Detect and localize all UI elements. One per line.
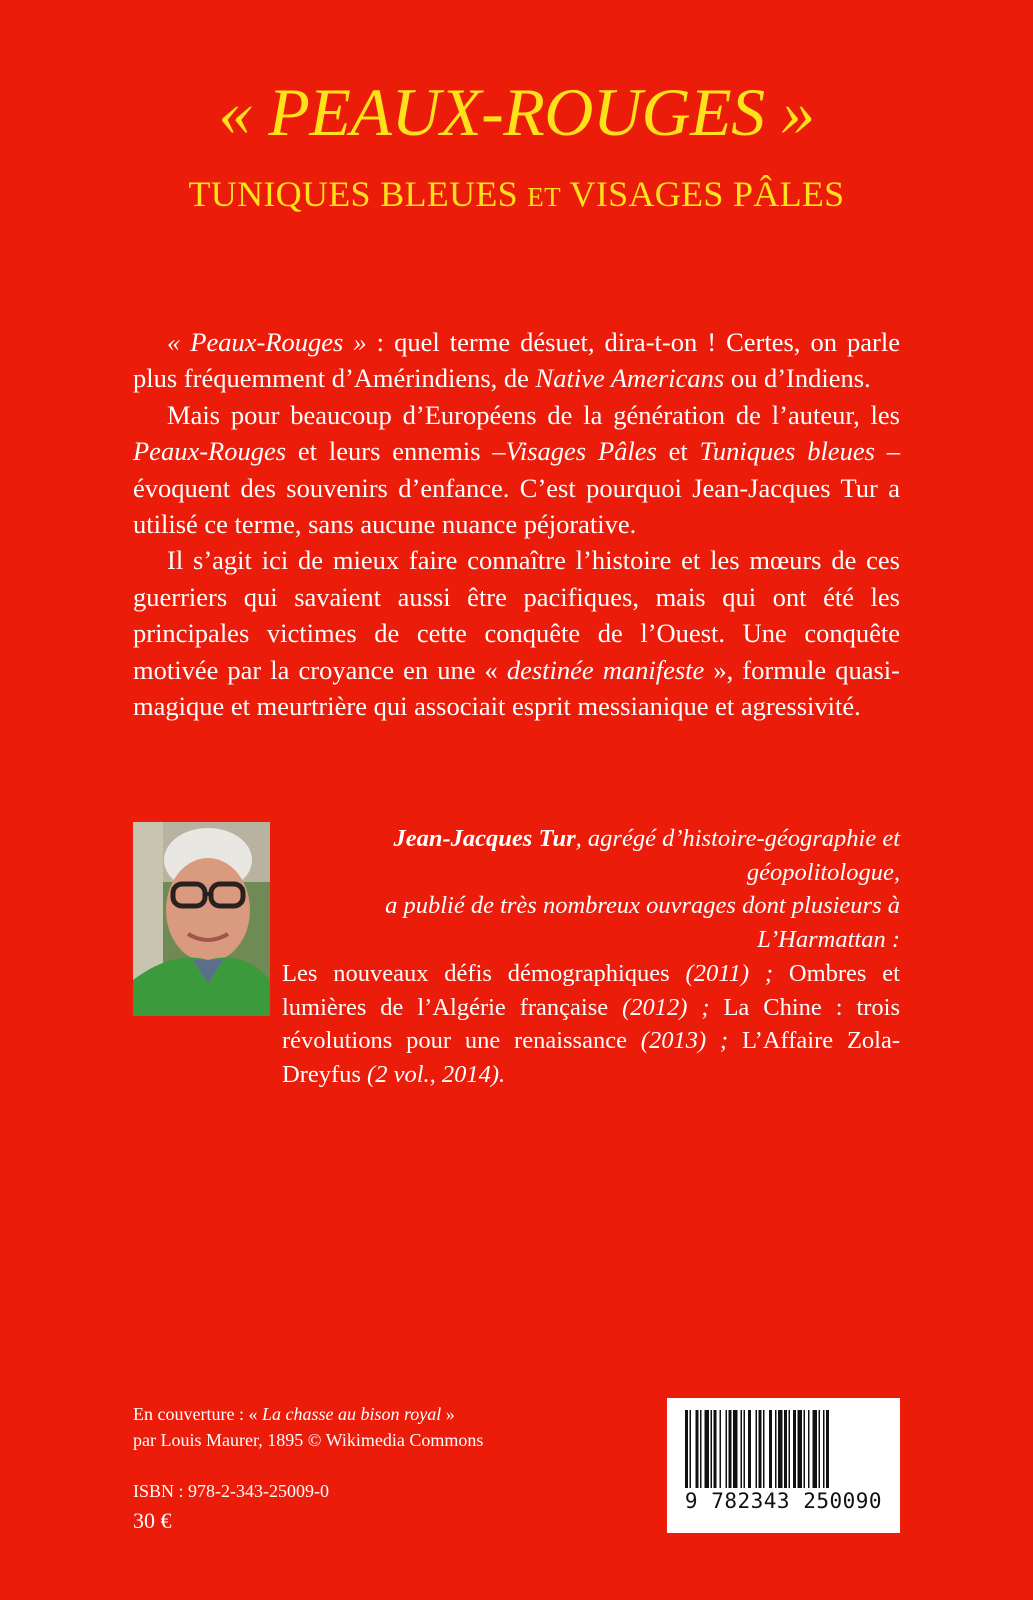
cover-artwork-title: La chasse au bison royal	[261, 1404, 442, 1424]
credits-text: En couverture : «	[133, 1404, 262, 1424]
blurb-text: – évoquent des souvenirs d’enfance. C’est pourquoi Jean-Jacques Tur a utilisé ce terme, sans aucune nuance péjorative.	[133, 436, 900, 540]
barcode-bar	[808, 1410, 810, 1488]
blurb-term: Peaux-Rouges	[133, 436, 287, 467]
author-bibliography	[282, 957, 900, 1092]
blurb-paragraph-3	[133, 542, 900, 724]
book-year: (2011) ;	[685, 959, 774, 987]
blurb-text: et leurs ennemis –	[286, 436, 506, 467]
barcode-bar	[804, 1410, 806, 1488]
blurb-text: Mais pour beaucoup d’Européens de la génération de l’auteur, les	[167, 399, 900, 430]
author-publications-intro: a publié de très nombreux ouvrages dont plusieurs à L’Harmattan :	[385, 892, 900, 954]
barcode-bar	[685, 1410, 688, 1488]
barcode-bar	[819, 1410, 821, 1488]
barcode-bars	[685, 1410, 882, 1488]
barcode-bar	[705, 1410, 710, 1488]
blurb-paragraph-2	[133, 397, 900, 543]
barcode-bar	[756, 1410, 758, 1488]
blurb-term: destinée manifeste	[506, 654, 705, 685]
blurb-term: « Peaux-Rouges »	[167, 327, 367, 357]
barcode-bar	[813, 1410, 818, 1488]
book-title-entry: La Chine : trois révolutions pour une renaissance	[282, 993, 900, 1055]
barcode-bar	[726, 1410, 728, 1488]
barcode-bar	[784, 1410, 787, 1488]
book-subtitle	[0, 176, 1033, 212]
book-year: (2012) ;	[622, 993, 710, 1021]
barcode-bar	[720, 1410, 722, 1488]
book-year: (2 vol., 2014).	[367, 1060, 506, 1088]
subtitle-part-1: TUNIQUES BLEUES	[188, 174, 528, 214]
barcode-bar	[729, 1410, 732, 1488]
barcode-bar	[759, 1410, 762, 1488]
author-portrait-image	[133, 822, 270, 1016]
barcode-bar	[748, 1410, 751, 1488]
author-name: Jean-Jacques Tur	[393, 825, 576, 852]
barcode-bar	[690, 1410, 692, 1488]
price: 30 €	[133, 1508, 172, 1533]
barcode-bar	[733, 1410, 738, 1488]
barcode-bar	[775, 1410, 777, 1488]
author-bio	[282, 822, 900, 1092]
blurb-text: Il s’agit ici de mieux faire connaître l’histoire et les mœurs de ces guerriers qui savaient aussi être pacifiques, mais qui ont été les principales victimes de cette conquête de l’Ouest. Une conquête motivée par la croyance en une «	[133, 545, 900, 685]
credits-text: »	[441, 1404, 455, 1424]
barcode-bar	[789, 1410, 791, 1488]
book-title-entry: Ombres et lumières de l’Algérie française	[282, 959, 900, 1021]
blurb-text: », formule quasi-magique et meurtrière qui associait esprit messianique et agressivité.	[133, 654, 900, 722]
author-photo	[133, 822, 270, 1016]
barcode-digits: 9 782343 250090	[684, 1489, 883, 1513]
cover-credits	[133, 1402, 483, 1453]
barcode-bar	[696, 1410, 699, 1488]
blurb	[133, 324, 900, 724]
barcode-bar	[714, 1410, 717, 1488]
isbn: ISBN : 978-2-343-25009-0	[133, 1481, 329, 1501]
barcode-bar	[700, 1410, 702, 1488]
credits-line-1	[133, 1402, 483, 1428]
author-intro	[282, 822, 900, 957]
barcode-bar	[826, 1410, 829, 1488]
barcode-bar	[763, 1410, 765, 1488]
barcode	[667, 1398, 900, 1533]
subtitle-conjunction: ET	[527, 182, 561, 212]
barcode-bar	[798, 1410, 803, 1488]
blurb-text: : quel terme désuet, dira-t-on ! Certes, on parle plus fréquemment d’Amérindiens, de	[133, 327, 900, 394]
book-title: « PEAUX-ROUGES »	[218, 74, 815, 150]
barcode-bar	[793, 1410, 796, 1488]
book-title-entry: L’Affaire Zola-Dreyfus	[282, 1027, 900, 1088]
blurb-term: Tuniques bleues	[699, 436, 875, 467]
book-year: (2013) ;	[640, 1027, 729, 1055]
barcode-bar	[711, 1410, 713, 1488]
author-credentials: , agrégé d’histoire-géographie et géopolitologue,	[575, 825, 900, 886]
blurb-term: Native Americans	[535, 363, 725, 394]
book-title-entry: Les nouveaux défis démographiques	[282, 959, 686, 987]
barcode-bar	[769, 1410, 772, 1488]
blurb-paragraph-1	[133, 324, 900, 397]
credits-line-2: par Louis Maurer, 1895 © Wikimedia Commons	[133, 1429, 484, 1450]
blurb-text: et	[656, 436, 700, 467]
barcode-bar	[744, 1410, 746, 1488]
blurb-term: Visages Pâles	[505, 436, 657, 467]
barcode-bar	[778, 1410, 783, 1488]
blurb-text: ou d’Indiens.	[724, 363, 871, 394]
subtitle-part-2: VISAGES PÂLES	[560, 174, 845, 214]
barcode-bar	[823, 1410, 825, 1488]
barcode-bar	[741, 1410, 743, 1488]
